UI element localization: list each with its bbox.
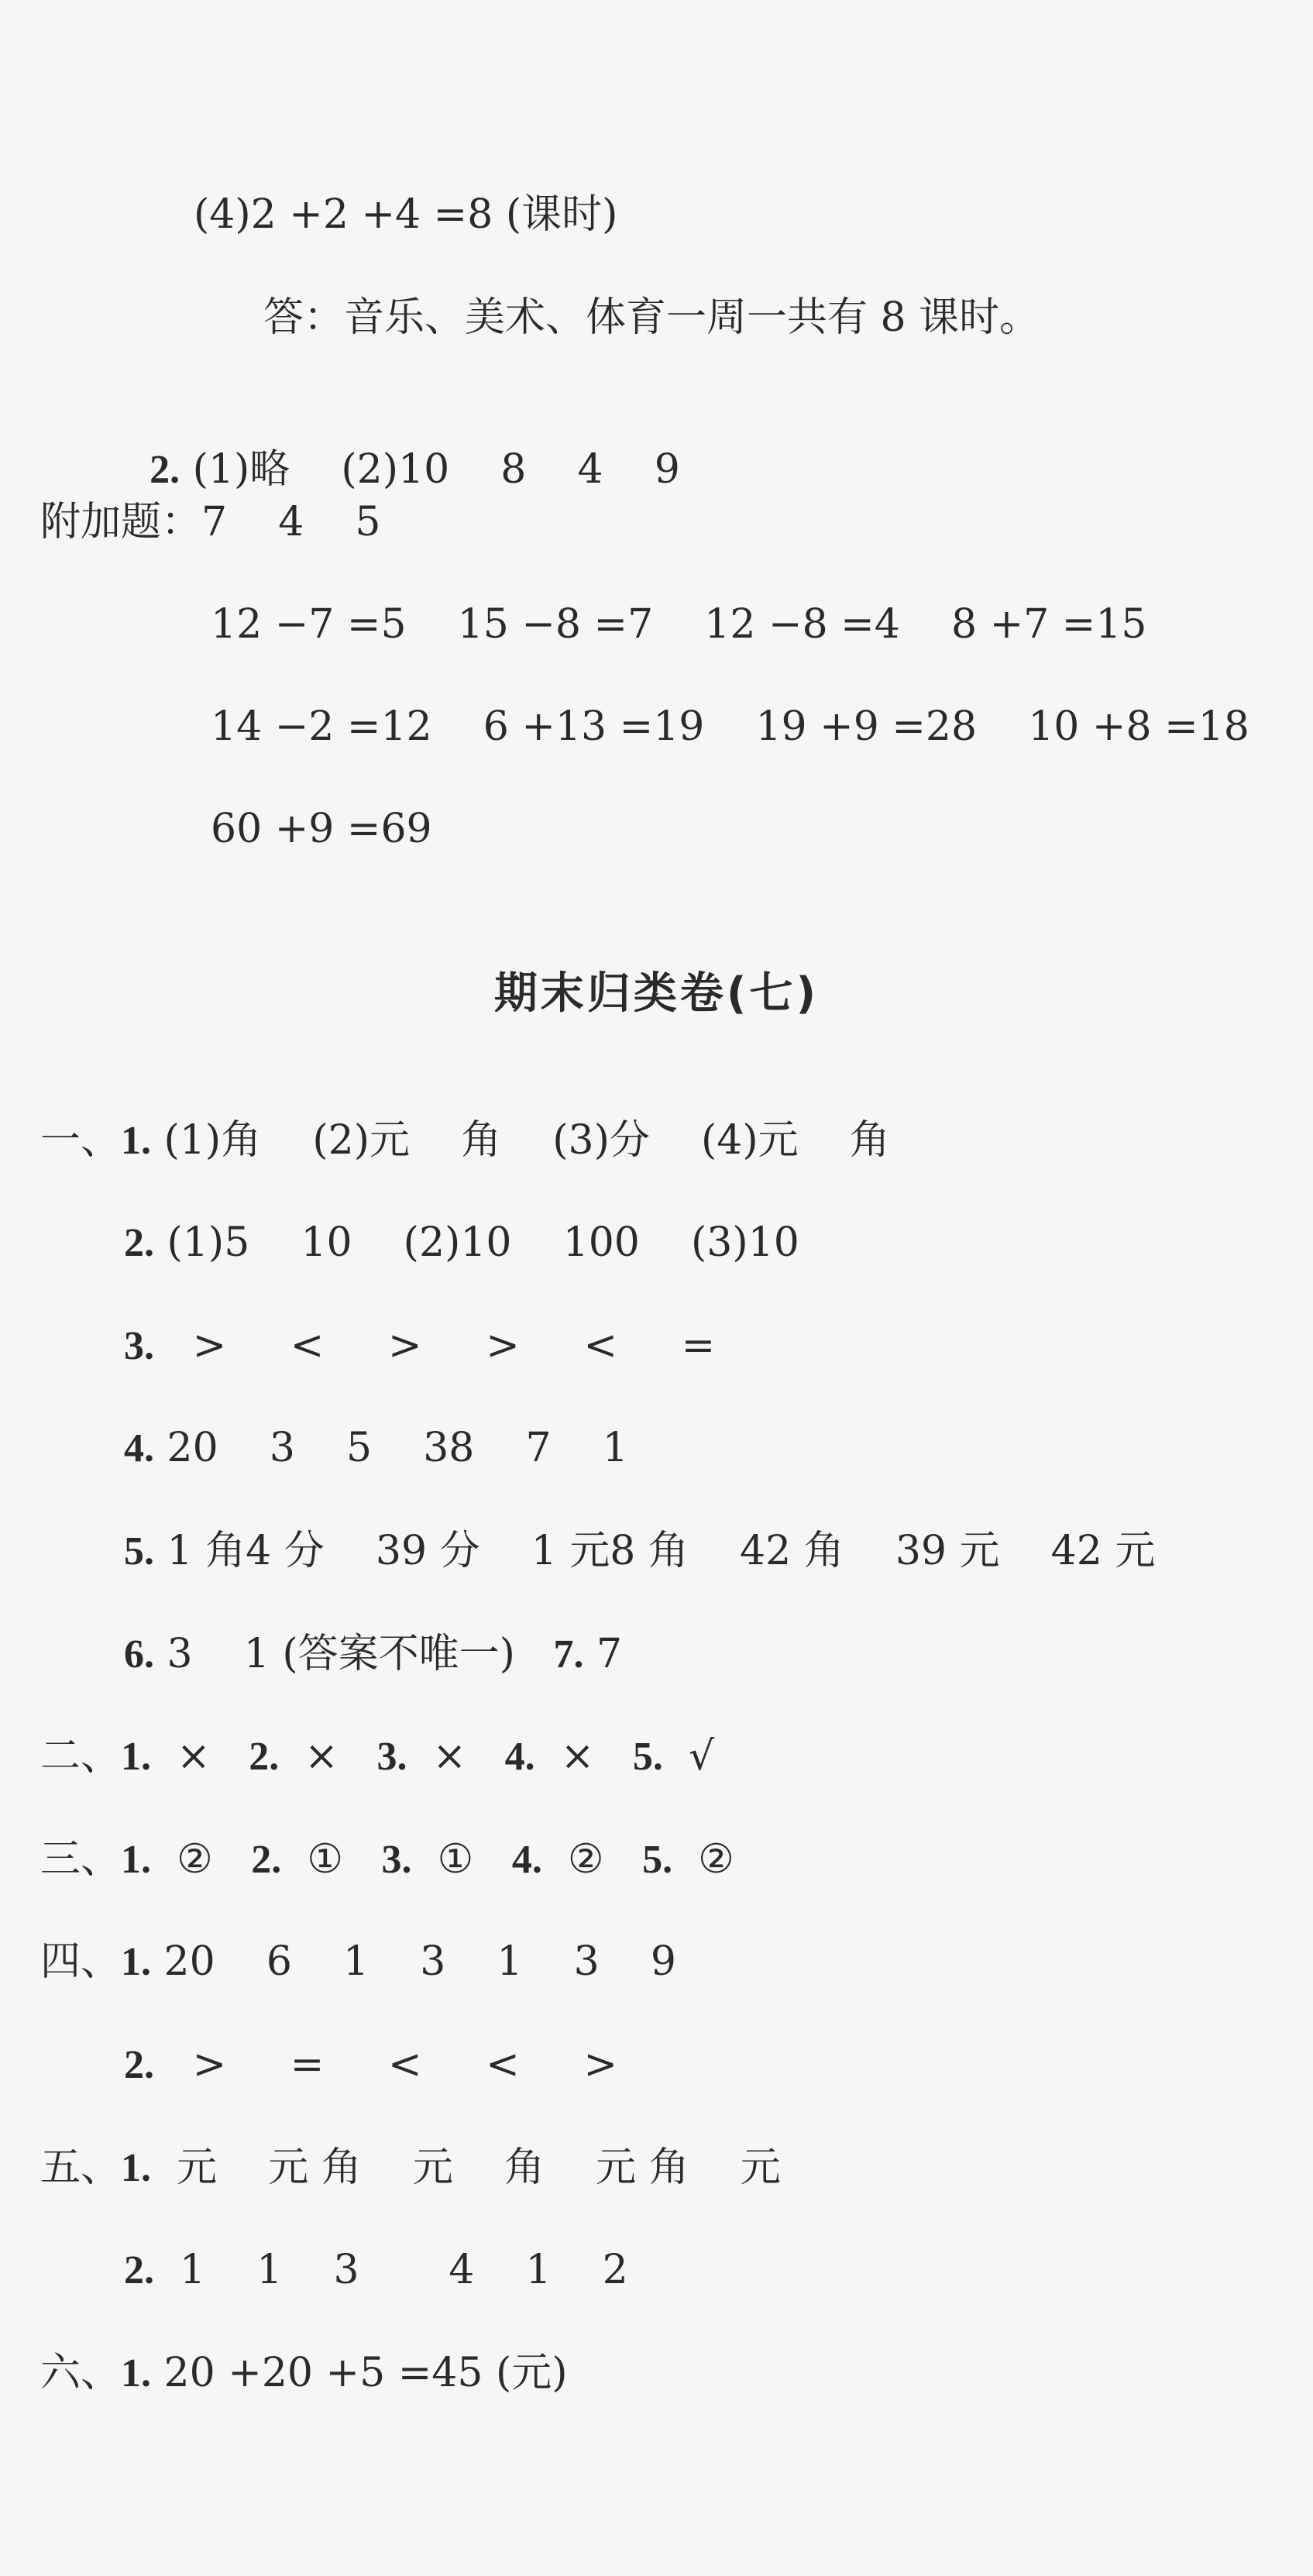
- answer-text: > = < < >: [154, 2041, 618, 2088]
- answer-text: 3 1 (答案不唯一): [154, 1631, 554, 1677]
- answer-row: [40, 1937, 676, 1987]
- answer-text: ②: [672, 1836, 734, 1883]
- question-number: 7.: [553, 1632, 584, 1677]
- answer-text: ×: [151, 1733, 249, 1780]
- answer-line: 附加题：7 4 5: [40, 499, 381, 545]
- answer-text: 元 元 角 元 角 元 角 元: [151, 2144, 781, 2191]
- question-number: 5.: [124, 1529, 154, 1573]
- answer-row: [124, 1423, 628, 1474]
- answer-row: [40, 2143, 781, 2193]
- question-number: 3.: [381, 1838, 412, 1882]
- answer-row: [124, 2245, 628, 2296]
- question-number: 1.: [121, 1735, 152, 1779]
- question-number: 4.: [511, 1838, 542, 1882]
- answer-row: [124, 2040, 617, 2090]
- answer-text: > < > > < =: [154, 1322, 716, 1369]
- answer-text: (1)5 10 (2)10 100 (3)10: [154, 1219, 799, 1266]
- question-number: 1.: [121, 2351, 152, 2395]
- question-number: 5.: [632, 1735, 663, 1779]
- section-prefix: 四、: [40, 1938, 122, 1985]
- answer-text: (1)略 (2)10 8 4 9: [180, 446, 680, 493]
- answer-line: 60 +9 =69: [211, 806, 432, 852]
- answer-row: [124, 1218, 799, 1268]
- question-number: 2.: [249, 1735, 280, 1779]
- question-number: 1.: [121, 1940, 152, 1984]
- question-number: 3.: [376, 1735, 407, 1779]
- answer-text: ①: [281, 1836, 382, 1883]
- question-number: 1.: [121, 1838, 152, 1882]
- answer-text: 7: [583, 1631, 623, 1677]
- answer-row: [40, 1835, 734, 1885]
- answer-row: [124, 1526, 1155, 1577]
- answer-text: 20 +20 +5 =45 (元): [151, 2350, 568, 2396]
- section-prefix: 二、: [40, 1733, 122, 1780]
- section-prefix: 三、: [40, 1836, 122, 1883]
- question-number: 1.: [121, 1119, 152, 1163]
- answer-row: [124, 1321, 715, 1371]
- answer-line: (4)2 +2 +4 =8 (课时): [194, 191, 618, 238]
- section-prefix: 一、: [40, 1117, 122, 1164]
- answer-row: [40, 1116, 890, 1166]
- answer-text: 1 角4 分 39 分 1 元8 角 42 角 39 元 42 元: [154, 1528, 1156, 1574]
- question-number: 5.: [642, 1838, 673, 1882]
- section-title: 期末归类卷(七): [493, 968, 820, 1019]
- answer-text: (1)角 (2)元 角 (3)分 (4)元 角: [151, 1117, 890, 1164]
- answer-text: √: [662, 1733, 715, 1780]
- question-number: 2.: [124, 2043, 154, 2087]
- question-number: 4.: [504, 1735, 535, 1779]
- answer-text: 1 1 3 4 1 2: [154, 2247, 628, 2293]
- question-number: 2.: [124, 2248, 154, 2292]
- question-number: 2.: [150, 448, 180, 492]
- section-prefix: 六、: [40, 2350, 122, 2396]
- answer-line: 答：音乐、美术、体育一周一共有 8 课时。: [263, 294, 1040, 341]
- question-number: 2.: [251, 1838, 282, 1882]
- question-number: 3.: [124, 1324, 154, 1368]
- answer-text: ×: [279, 1733, 377, 1780]
- question-number: 6.: [124, 1632, 154, 1677]
- answer-text: 20 6 1 3 1 3 9: [151, 1938, 676, 1985]
- question-number: 2.: [124, 1221, 154, 1265]
- answer-line: 12 −7 =5 15 −8 =7 12 −8 =4 8 +7 =15: [211, 601, 1147, 648]
- answer-text: ①: [411, 1836, 512, 1883]
- answer-row: [40, 2348, 568, 2399]
- answer-line: [124, 395, 680, 495]
- question-number: 1.: [121, 2146, 152, 2190]
- answer-text: ×: [534, 1733, 633, 1780]
- section-prefix: 五、: [40, 2144, 122, 2191]
- answer-text: ×: [407, 1733, 505, 1780]
- answer-row: [124, 1629, 622, 1680]
- answer-text: ②: [151, 1836, 252, 1883]
- answer-row: [40, 1732, 714, 1782]
- answer-text: 20 3 5 38 7 1: [154, 1425, 628, 1471]
- answer-line: 14 −2 =12 6 +13 =19 19 +9 =28 10 +8 =18: [211, 703, 1249, 750]
- question-number: 4.: [124, 1426, 154, 1470]
- answer-text: ②: [541, 1836, 643, 1883]
